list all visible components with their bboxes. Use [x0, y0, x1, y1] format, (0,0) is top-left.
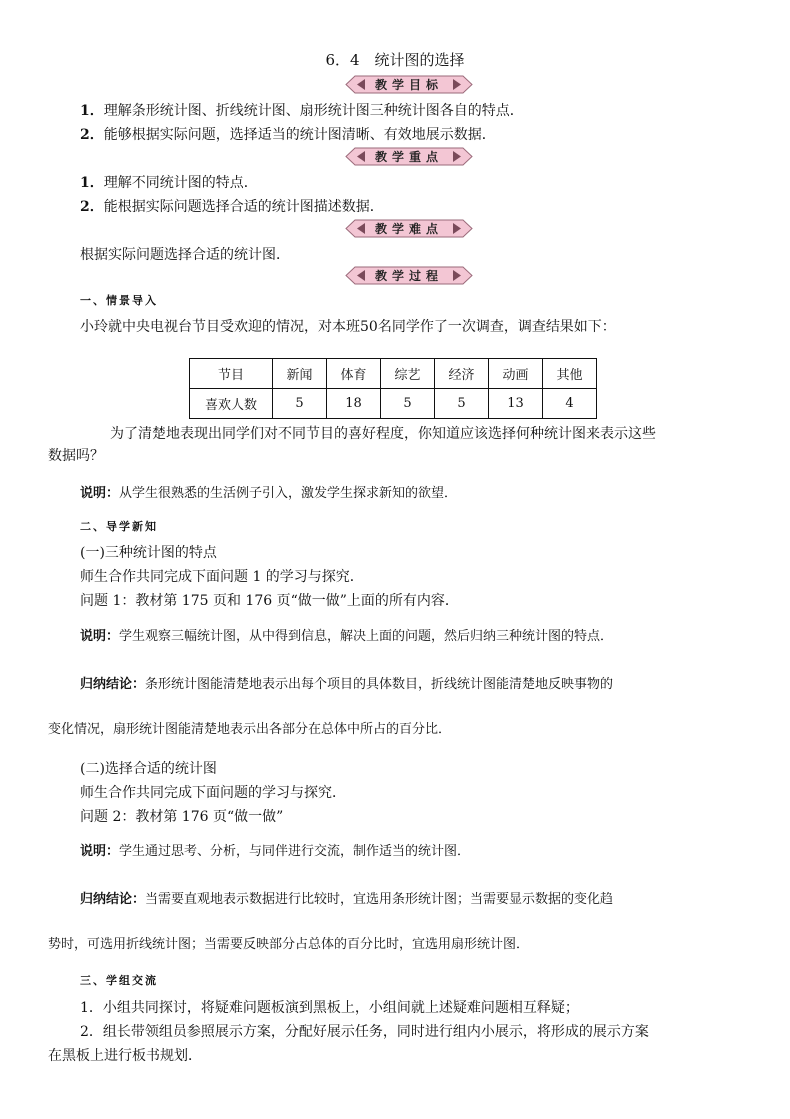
conclusion-2-cont: 势时，可选用折线统计图；当需要反映部分占总体的百分比时，宜选用扇形统计图． — [48, 937, 530, 952]
table-header-cell: 经济 — [435, 359, 489, 389]
intro-text: 小玲就中央电视台节目受欢迎的情况，对本班50名同学作了一次调查，调查结果如下： — [80, 319, 616, 335]
objective-1: 1．理解条形统计图、折线统计图、扇形统计图三种统计图各自的特点． — [80, 103, 524, 119]
survey-table — [189, 358, 597, 419]
banner-difficulties — [345, 219, 473, 238]
key-point-1: 1．理解不同统计图的特点． — [80, 175, 258, 191]
table-cell: 5 — [381, 389, 435, 419]
part2-title: (二)选择合适的统计图 — [80, 761, 217, 777]
banner-label: 教学难点 — [374, 222, 443, 236]
part2-line-1: 师生合作共同完成下面问题的学习与探究． — [80, 785, 346, 801]
conclusion-1: 归纳结论：条形统计图能清楚地表示出每个项目的具体数目，折线统计图能清楚地反映事物的 — [80, 677, 614, 692]
table-cell: 18 — [327, 389, 381, 419]
section-heading-3: 三、学组交流 — [80, 974, 158, 987]
part1-title: (一)三种统计图的特点 — [80, 545, 217, 561]
table-cell: 13 — [489, 389, 543, 419]
part2-line-2: 问题 2：教材第 176 页“做一做” — [80, 809, 284, 825]
objective-2: 2．能够根据实际问题，选择适当的统计图清晰、有效地展示数据． — [80, 127, 496, 143]
table-cell: 5 — [273, 389, 327, 419]
note-3: 说明：学生通过思考、分析，与同伴进行交流，制作适当的统计图． — [80, 844, 471, 859]
conclusion-1-cont: 变化情况，扇形统计图能清楚地表示出各部分在总体中所占的百分比． — [48, 722, 452, 737]
banner-label: 教学过程 — [374, 269, 443, 283]
note-1: 说明：从学生很熟悉的生活例子引入，激发学生探求新知的欲望． — [80, 486, 458, 501]
banner-key-points — [345, 147, 473, 166]
section-heading-2: 二、导学新知 — [80, 520, 158, 533]
table-cell: 4 — [543, 389, 597, 419]
table-header-cell: 其他 — [543, 359, 597, 389]
part1-line-1: 师生合作共同完成下面问题 1 的学习与探究． — [80, 569, 364, 585]
table-header-cell: 综艺 — [381, 359, 435, 389]
conclusion-2: 归纳结论：当需要直观地表示数据进行比较时，宜选用条形统计图；当需要显示数据的变化趋 — [80, 892, 614, 907]
table-header-cell: 节目 — [190, 359, 273, 389]
table-header-cell: 动画 — [489, 359, 543, 389]
section-heading-1: 一、情景导入 — [80, 294, 158, 307]
banner-objectives — [345, 75, 473, 94]
key-point-2: 2．能根据实际问题选择合适的统计图描述数据． — [80, 199, 384, 215]
note-2: 说明：学生观察三幅统计图，从中得到信息，解决上面的问题，然后归纳三种统计图的特点． — [80, 629, 614, 644]
banner-process — [345, 266, 473, 285]
banner-label: 教学重点 — [374, 150, 443, 164]
table-header-cell: 体育 — [327, 359, 381, 389]
banner-label: 教学目标 — [374, 78, 443, 92]
question-line-1: 为了清楚地表现出同学们对不同节目的喜好程度，你知道应该选择何种统计图来表示这些 — [110, 426, 656, 442]
table-header-cell: 新闻 — [273, 359, 327, 389]
table-header-row — [190, 359, 597, 389]
exchange-item-2: 2．组长带领组员参照展示方案，分配好展示任务，同时进行组内小展示，将形成的展示方案 — [80, 1024, 649, 1040]
exchange-item-1: 1．小组共同探讨，将疑难问题板演到黑板上，小组间就上述疑难问题相互释疑； — [80, 1000, 579, 1016]
page-title: 6．4 统计图的选择 — [325, 51, 465, 69]
part1-line-2: 问题 1：教材第 175 页和 176 页“做一做”上面的所有内容． — [80, 593, 459, 609]
table-row-label: 喜欢人数 — [190, 389, 273, 419]
difficulty-text: 根据实际问题选择合适的统计图． — [80, 247, 290, 263]
table-cell: 5 — [435, 389, 489, 419]
question-line-2: 数据吗？ — [48, 448, 104, 464]
table-row — [190, 389, 597, 419]
exchange-item-2-cont: 在黑板上进行板书规划． — [48, 1048, 202, 1064]
